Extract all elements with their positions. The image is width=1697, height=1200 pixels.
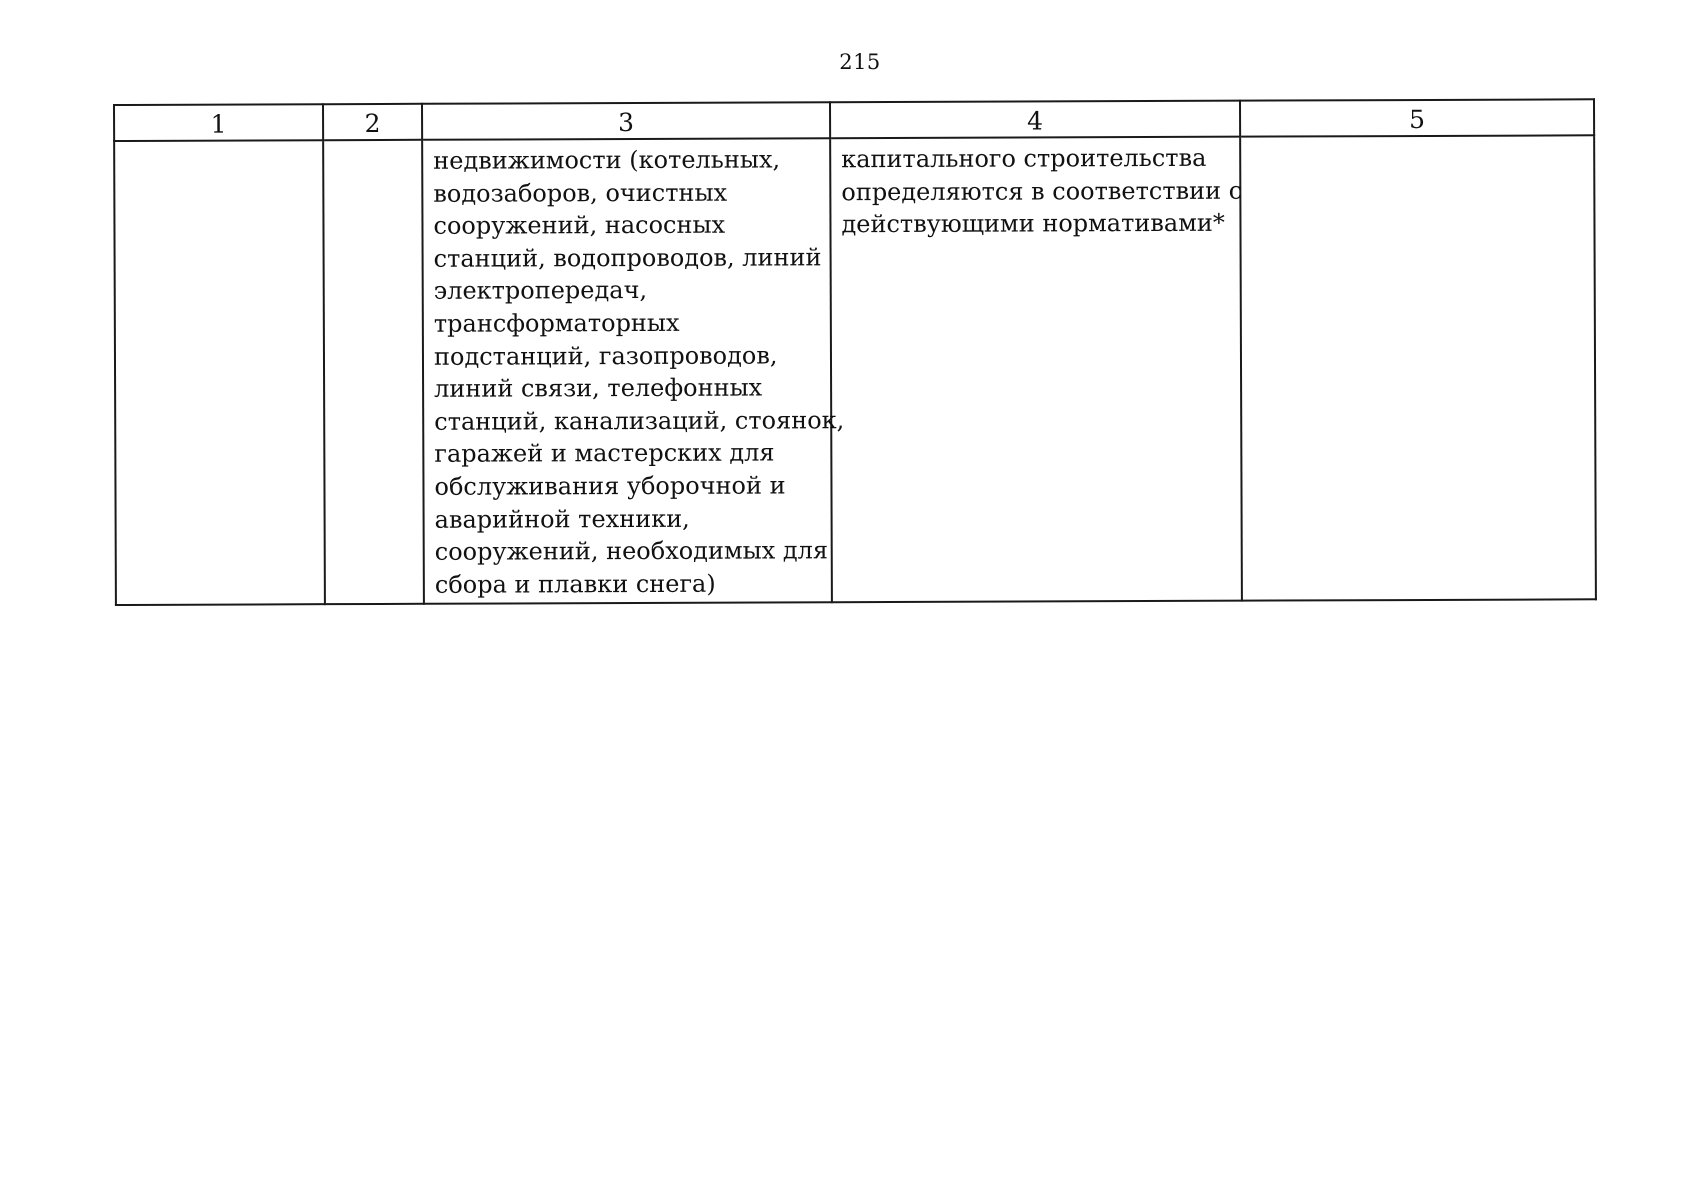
cell-col-3-text <box>433 143 845 601</box>
text-line: капитального строительства <box>841 143 1207 174</box>
text-line: линий связи, телефонных <box>434 373 763 403</box>
text-line: недвижимости (котельных, <box>433 145 781 175</box>
cell-col-4 <box>830 137 1242 603</box>
text-line: сооружений, необходимых для <box>434 536 829 566</box>
table-row <box>114 135 1596 605</box>
column-header-2: 2 <box>323 104 422 140</box>
text-line: сооружений, насосных <box>433 210 726 240</box>
text-line: обслуживания уборочной и <box>434 471 786 501</box>
table-body <box>114 135 1596 605</box>
text-line: станций, водопроводов, линий <box>433 243 822 273</box>
column-header-3: 3 <box>422 102 830 140</box>
text-line: трансформаторных <box>433 308 680 338</box>
table-header <box>114 99 1594 141</box>
column-header-1: 1 <box>114 104 323 141</box>
text-line: сбора и плавки снега) <box>434 569 716 599</box>
cell-col-1 <box>114 140 325 605</box>
text-line: определяются в соответствии с <box>841 176 1243 206</box>
document-table <box>113 98 1597 606</box>
column-header-5: 5 <box>1240 99 1594 136</box>
cell-col-3 <box>422 138 845 604</box>
text-line: гаражей и мастерских для <box>434 438 775 469</box>
header-row <box>114 99 1594 141</box>
text-line: водозаборов, очистных <box>433 178 728 208</box>
page-number: 215 <box>839 50 881 74</box>
cell-col-5 <box>1240 135 1596 600</box>
text-line: станций, канализаций, стоянок, <box>434 405 845 436</box>
text-line: подстанций, газопроводов, <box>433 341 778 371</box>
text-line: действующими нормативами* <box>841 208 1225 239</box>
text-line: аварийной техники, <box>434 504 690 534</box>
text-line: электропередач, <box>433 276 648 306</box>
cell-col-4-text <box>841 142 1243 241</box>
cell-col-2 <box>323 140 424 604</box>
column-header-4: 4 <box>830 101 1240 139</box>
